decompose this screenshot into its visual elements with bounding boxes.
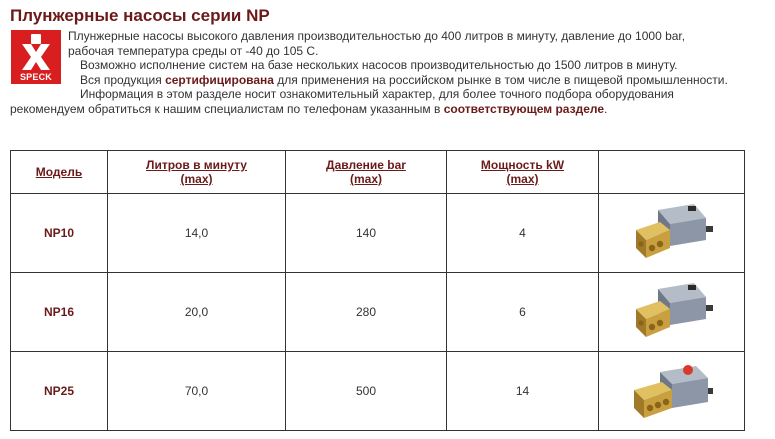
flow-cell: 20,0 — [108, 273, 286, 352]
header-flow-line1: Литров в минуту — [146, 158, 247, 172]
pressure-cell: 500 — [286, 352, 447, 431]
intro-line-4-pre: Вся продукция — [80, 72, 166, 87]
intro-line-6 — [10, 102, 770, 117]
model-cell[interactable]: NP16 — [11, 273, 108, 352]
pump-image — [630, 200, 714, 264]
header-power[interactable] — [447, 151, 599, 194]
intro-text — [10, 29, 770, 117]
table-row[interactable] — [11, 194, 745, 273]
flow-cell: 70,0 — [108, 352, 286, 431]
pump-models-table — [10, 150, 745, 431]
header-pressure[interactable] — [286, 151, 447, 194]
header-model[interactable]: Модель — [11, 151, 108, 194]
intro-line-6-pre: рекомендуем обратиться к нашим специалистам по телефонам указанным в — [10, 101, 444, 116]
pressure-cell: 140 — [286, 194, 447, 273]
table-row[interactable] — [11, 273, 745, 352]
model-cell[interactable]: NP10 — [11, 194, 108, 273]
page-title: Плунжерные насосы серии NP — [10, 6, 270, 25]
table-header-row — [11, 151, 745, 194]
intro-line-6-post: . — [604, 101, 608, 116]
power-cell: 14 — [447, 352, 599, 431]
flow-cell: 14,0 — [108, 194, 286, 273]
header-power-line2: (max) — [506, 172, 539, 186]
intro-line-5: Информация в этом разделе носит ознакомительный характер, для более точного подбора оборудования — [80, 87, 674, 102]
pump-image — [630, 279, 714, 343]
header-flow-line2: (max) — [180, 172, 213, 186]
intro-line-1: Плунжерные насосы высокого давления производительностью до 400 литров в минуту, давление до 1000 bar, — [68, 29, 686, 43]
contacts-section-link[interactable]: соответствующем разделе — [443, 101, 604, 116]
power-cell: 4 — [447, 194, 599, 273]
pump-image-cell[interactable] — [599, 352, 745, 431]
table-row[interactable] — [11, 352, 745, 431]
power-cell: 6 — [447, 273, 599, 352]
header-image — [599, 151, 745, 194]
certified-link[interactable]: сертифицирована — [165, 72, 274, 87]
header-power-line1: Мощность kW — [480, 158, 565, 172]
pump-image — [630, 358, 714, 422]
pressure-cell: 280 — [286, 273, 447, 352]
header-pressure-line2: (max) — [349, 172, 382, 186]
pump-image-cell[interactable] — [599, 273, 745, 352]
header-pressure-line1: Давление bar — [326, 158, 406, 172]
intro-line-4-post: для применения на российском рынке в том числе в пищевой промышленности. — [273, 72, 728, 87]
pump-image-cell[interactable] — [599, 194, 745, 273]
model-cell[interactable]: NP25 — [11, 352, 108, 431]
logo-text: SPECK — [19, 72, 52, 82]
intro-line-4 — [10, 73, 770, 88]
intro-line-2: рабочая температура среды от -40 до 105 С. — [68, 43, 319, 58]
header-flow[interactable] — [108, 151, 286, 194]
intro-line-3: Возможно исполнение систем на базе нескольких насосов производительностью до 1500 литров в минуту. — [80, 58, 678, 73]
